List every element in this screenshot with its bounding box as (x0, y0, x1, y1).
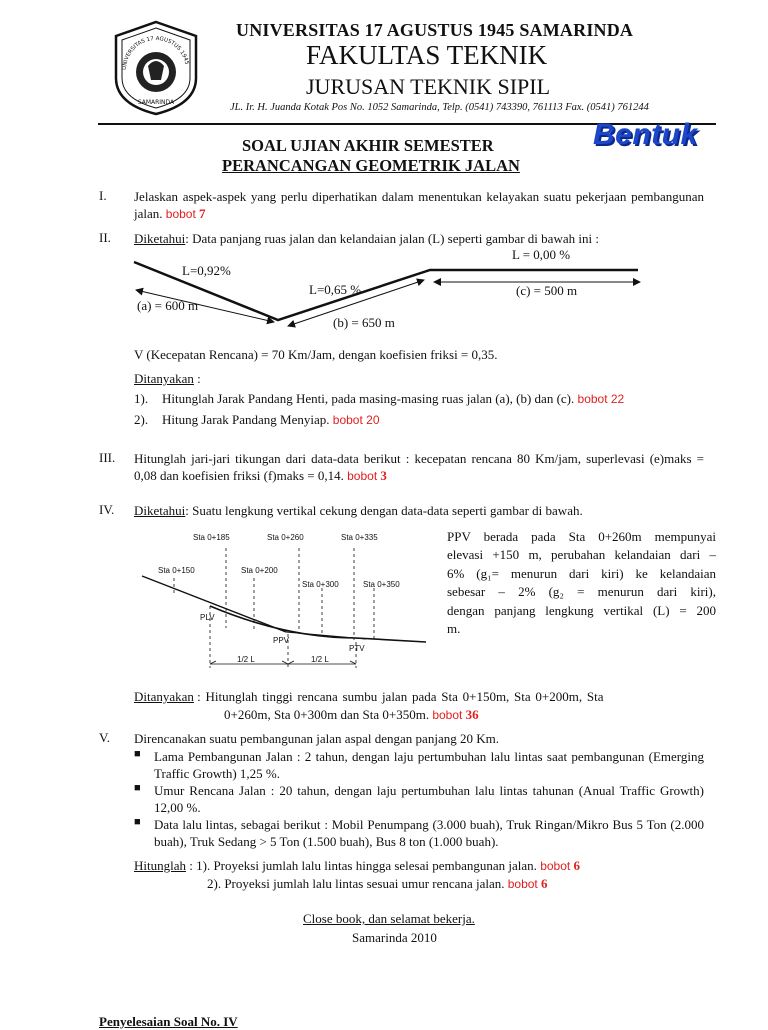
q5-bullet-1: Lama Pembangunan Jalan : 2 tahun, dengan laju pertumbuhan lalu lintas saat pembangunan (Emerging Traffic Growth) 1,25 %. (154, 749, 704, 781)
label-l-b: L=0,65 % (309, 282, 362, 297)
q2-item2-line (162, 411, 380, 429)
q5-h1-bobot-value: 6 (573, 858, 580, 873)
q4-desc-line-5: dengan panjang lengkung vertikal (L) = 200 (447, 602, 716, 618)
q3-bobot-label: bobot (347, 469, 378, 483)
label-l-c: L = 0,00 % (512, 247, 571, 262)
place-year: Samarinda 2010 (352, 930, 437, 945)
q4-ask-line1: : Hitunglah tinggi rencana sumbu jalan pada Sta 0+150m, Sta 0+200m, Sta (197, 689, 604, 704)
fig-sta150: Sta 0+150 (158, 566, 195, 575)
q5-hitunglah: Hitunglah (134, 858, 186, 873)
q2-item1-num: 1). (134, 391, 149, 406)
q4-bobot-label: bobot (432, 708, 463, 722)
fig-sta260: Sta 0+260 (267, 533, 304, 542)
q4-desc-line-1: PPV berada pada Sta 0+260m mempunyai (447, 529, 716, 544)
q4-desc-line-6: m. (447, 621, 461, 637)
fig-half-l-1: 1/2 L (237, 655, 255, 664)
q2-item1: Hitunglah Jarak Pandang Henti, pada masing-masing ruas jalan (a), (b) dan (c). (162, 391, 575, 406)
q4-ditanyakan: Ditanyakan (134, 689, 194, 704)
label-seg-b: (b) = 650 m (333, 315, 395, 330)
q2-item2: Hitung Jarak Pandang Menyiap. (162, 412, 330, 427)
q2-speed: V (Kecepatan Rencana) = 70 Km/Jam, dengan koefisien friksi = 0,35. (134, 347, 498, 362)
q4-desc-line-3: 6% (g₁= menurun dari kiri) ke kelandaian (447, 565, 716, 581)
fig-ppv: PPV (273, 636, 290, 645)
exam-title: SOAL UJIAN AKHIR SEMESTER (242, 136, 494, 155)
q3-text-block (134, 450, 704, 485)
curve-line (210, 606, 426, 642)
fig-sta335: Sta 0+335 (341, 533, 378, 542)
q5-h2-line (207, 875, 548, 893)
faculty-name: FAKULTAS TEKNIK (306, 40, 548, 70)
q4-description (447, 528, 716, 638)
q4-diketahui: Diketahui (134, 503, 186, 518)
fig-sta300: Sta 0+300 (302, 580, 339, 589)
fig-sta200: Sta 0+200 (241, 566, 278, 575)
seal-text-top: UNIVERSITAS 17 AGUSTUS 1945 (121, 35, 190, 71)
label-seg-a: (a) = 600 m (137, 298, 199, 313)
university-seal (108, 18, 204, 116)
department-name: JURUSAN TEKNIK SIPIL (306, 74, 551, 99)
q1-number: I. (99, 188, 107, 203)
q5-intro: Direncanakan suatu pembangunan jalan aspal dengan panjang 20 Km. (134, 731, 499, 746)
q4-desc-line-2: elevasi +150 m, perubahan kelandaian dari – (447, 547, 716, 563)
q5-h2-bobot-value: 6 (541, 876, 548, 891)
q4-ask-line2-wrap (224, 706, 479, 724)
q5-h1: : 1). Proyeksi jumlah lalu lintas hingga selesai pembangunan jalan. (189, 858, 537, 873)
q2-intro: : Data panjang ruas jalan dan kelandaian jalan (L) seperti gambar di bawah ini : (185, 231, 599, 246)
q1-text-block (134, 188, 704, 223)
q5-bullet-marker-1: ■ (134, 748, 141, 760)
q5-h2: 2). Proyeksi jumlah lalu lintas sesuai umur rencana jalan. (207, 876, 505, 891)
q5-bullet-marker-3: ■ (134, 816, 141, 828)
q4-desc-line-4: sebesar – 2% (g₂ = menurun dari kiri), (447, 584, 716, 600)
q5-hitunglah-line (134, 857, 580, 875)
seal-text-bottom: SAMARINDA (137, 99, 175, 106)
q2-diketahui: Diketahui (134, 231, 186, 246)
q2-item2-num: 2). (134, 412, 149, 427)
stamp-bentuk: Bentuk (593, 118, 698, 151)
q4-bobot-value: 36 (465, 707, 479, 722)
q5-h1-bobot-label: bobot (540, 859, 571, 873)
address-line: JL. Ir. H. Juanda Kotak Pos No. 1052 Samarinda, Telp. (0541) 743390, 761113 Fax. (0541) 761244 (230, 102, 649, 113)
fig-ptv: PTV (349, 644, 365, 653)
q4-ask-line2: 0+260m, Sta 0+300m dan Sta 0+350m. (224, 707, 430, 722)
q5-bullet-2: Umur Rencana Jalan : 20 tahun, dengan laju pertumbuhan lalu lintas tahunan (Anual Traffic Growth) 12,00 %. (154, 783, 704, 815)
q5-h2-bobot-label: bobot (507, 877, 538, 891)
fig-plv: PLV (200, 613, 215, 622)
q5-bullet-marker-2: ■ (134, 782, 141, 794)
fig-half-l-2: 1/2 L (311, 655, 329, 664)
q3-number: III. (99, 450, 116, 465)
grade-line (142, 576, 286, 632)
fig-sta185: Sta 0+185 (193, 533, 230, 542)
q4-intro-line (134, 502, 583, 519)
label-seg-c: (c) = 500 m (516, 283, 578, 298)
university-name: UNIVERSITAS 17 AGUSTUS 1945 SAMARINDA (236, 20, 634, 40)
q4-number: IV. (99, 502, 115, 517)
q1-bobot-label: bobot (165, 207, 196, 221)
q4-intro: : Suatu lengkung vertikal cekung dengan data-data seperti gambar di bawah. (185, 503, 583, 518)
q2-ditanyakan-colon: : (193, 371, 201, 386)
q2-ditanyakan: Ditanyakan (134, 371, 194, 386)
next-section-heading: Penyelesaian Soal No. IV (99, 1014, 238, 1029)
label-l-a: L=0,92% (182, 263, 231, 278)
q3-bobot-value: 3 (380, 468, 387, 483)
q5-bullet-3: Data lalu lintas, sebagai berikut : Mobil Penumpang (3.000 buah), Truk Ringan/Mikro Bus 5 Ton (2.000 buah), Truk Sedang > 5 Ton (1.500 buah), Bus 8 ton (1.000 buah). (154, 817, 704, 849)
q2-intro-line (134, 230, 599, 247)
fig-sta350: Sta 0+350 (363, 580, 400, 589)
q2-item1-bobot: bobot 22 (577, 392, 625, 406)
vertical-curve-figure (136, 526, 436, 674)
q2-ditanyakan-line (134, 370, 201, 387)
q1-text: Jelaskan aspek-aspek yang perlu diperhatikan dalam menentukan kelayakan suatu pekerjaan pembangunan jalan. (134, 189, 704, 221)
q2-item1-line (162, 390, 624, 408)
closing-text: Close book, dan selamat bekerja. (303, 911, 475, 926)
course-title: PERANCANGAN GEOMETRIK JALAN (222, 156, 520, 175)
q5-number: V. (99, 730, 110, 745)
q1-bobot-value: 7 (199, 206, 206, 221)
q4-ditanyakan-line (134, 688, 603, 705)
q2-number: II. (99, 230, 111, 245)
q2-item2-bobot: bobot 20 (332, 413, 380, 427)
q3-text: Hitunglah jari-jari tikungan dari data-data berikut : kecepatan rencana 80 Km/jam, superlevasi (e)maks = 0,08 dan koefisien friksi (f)maks = 0,14. (134, 451, 704, 483)
